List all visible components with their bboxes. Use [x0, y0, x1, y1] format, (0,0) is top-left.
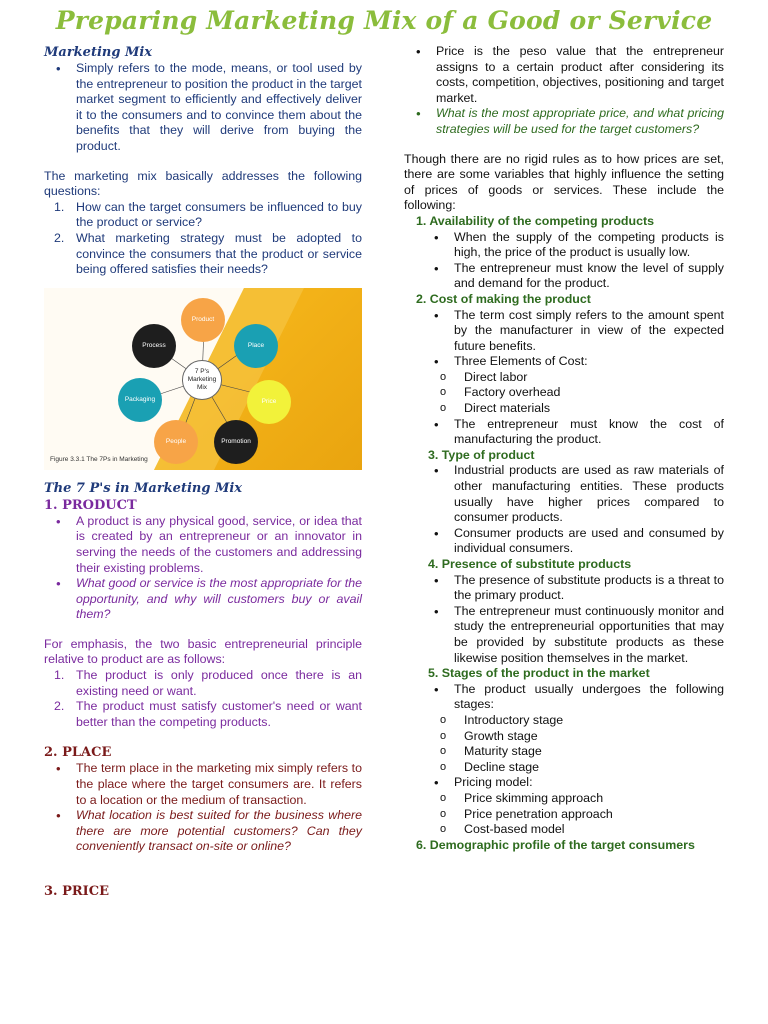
seven-ps-heading: The 7 P's in Marketing Mix	[44, 480, 243, 496]
factor-5-bullets	[404, 682, 724, 713]
factor-4-title: 4. Presence of substitute products	[428, 557, 632, 571]
factor-3-bullet: • Consumer products are used and consumed by individual consumers.	[422, 526, 724, 557]
place-bullets	[44, 761, 362, 855]
figure-caption: Figure 3.3.1 The 7Ps in Marketing	[50, 455, 148, 463]
place-heading: 2. PLACE	[44, 745, 112, 761]
factor-1-bullet: • When the supply of the competing products is high, the price of the product is usually low.	[422, 230, 724, 261]
factor-1-title: 1. Availability of the competing products	[416, 213, 654, 228]
place-circle: Place	[234, 324, 278, 368]
factor-4-bullet: • The entrepreneur must continuously monitor and study the entrepreneurial opportunities that may be provided by substitute products as these likewise position themselves in the market.	[422, 604, 724, 666]
factor-3-bullet: • Industrial products are used as raw materials of other manufacturing entities. These products usually have higher prices compared to consumer products.	[422, 463, 724, 525]
price-heading: 3. PRICE	[44, 884, 110, 899]
factor-6-title: 6. Demographic profile of the target consumers	[416, 837, 695, 852]
product-circle: Product	[181, 298, 225, 342]
marketing-mix-definition: • Simply refers to the mode, means, or tool used by the entrepreneur to position the product in the target market segment to efficiently and effectively deliver it to the consumers and to convince them about the benefits that they will derive from buying the product.	[44, 61, 362, 155]
price-bullets	[404, 44, 724, 138]
factor-3-bullets	[404, 463, 724, 557]
product-principles	[44, 668, 362, 730]
cost-element: o Factory overhead	[404, 385, 724, 401]
price-definition: • Price is the peso value that the entrepreneur assigns to a certain product after considering its costs, competition, objectives, positioning and target market.	[404, 44, 724, 106]
stage-item: o Maturity stage	[404, 744, 724, 760]
factor-2-title: 2. Cost of making the product	[416, 291, 591, 306]
stage-item: o Decline stage	[404, 760, 724, 776]
factor-5-title: 5. Stages of the product in the market	[428, 666, 650, 681]
place-definition: • The term place in the marketing mix simply refers to the place where the target consumers are. It refers to a location or the medium of transaction.	[44, 761, 362, 808]
marketing-mix-bullets	[44, 61, 362, 155]
center-circle: 7 P's Marketing Mix	[182, 360, 222, 400]
cost-elements	[404, 370, 724, 417]
price-question: • What is the most appropriate price, and what pricing strategies will be used for the target customers?	[404, 106, 724, 137]
cost-element: o Direct materials	[404, 401, 724, 417]
principle-item: 1. The product is only produced once there is an existing need or want.	[54, 668, 362, 698]
pricing-model-item: o Cost-based model	[404, 822, 724, 838]
price-circle: Price	[247, 380, 291, 424]
price-intro: Though there are no rigid rules as to how prices are set, there are some variables that highly influence the setting of prices of goods or services. These include the following:	[404, 151, 724, 213]
left-column	[44, 44, 362, 900]
factor-5-bullets-more	[404, 775, 724, 791]
packaging-circle: Packaging	[118, 378, 162, 422]
factor-2-bullet: • The term cost simply refers to the amount spent by the manufacturer in view of the expected future benefits.	[422, 308, 724, 355]
stage-item: o Introductory stage	[404, 713, 724, 729]
factor-5-bullet: • Pricing model:	[422, 775, 724, 791]
factor-2-bullet: • The entrepreneur must know the cost of manufacturing the product.	[422, 417, 724, 448]
process-circle: Process	[132, 324, 176, 368]
factor-5-bullet: • The product usually undergoes the following stages:	[422, 682, 724, 713]
pricing-model-item: o Price skimming approach	[404, 791, 724, 807]
promotion-circle: Promotion	[214, 420, 258, 464]
product-question: • What good or service is the most appropriate for the opportunity, and why will customers buy or avail them?	[44, 576, 362, 623]
factor-2-bullets-more	[404, 417, 724, 448]
factor-4-bullets	[404, 573, 724, 667]
factor-1-bullet: • The entrepreneur must know the level of supply and demand for the product.	[422, 261, 724, 292]
cost-element: o Direct labor	[404, 370, 724, 386]
page-title: Preparing Marketing Mix of a Good or Service	[55, 6, 713, 35]
product-emphasis: For emphasis, the two basic entrepreneurial principle relative to product are as follows:	[44, 636, 362, 667]
pricing-model-item: o Price penetration approach	[404, 807, 724, 823]
pricing-models	[404, 791, 724, 838]
seven-ps-figure	[44, 288, 362, 470]
question-item: 2. What marketing strategy must be adopted to convince the consumers that the product or service being offered satisfies their needs?	[54, 230, 362, 277]
product-bullets	[44, 514, 362, 623]
marketing-mix-heading: Marketing Mix	[44, 45, 153, 60]
factor-2-bullets	[404, 308, 724, 370]
factor-4-bullet: • The presence of substitute products is a threat to the primary product.	[422, 573, 724, 604]
marketing-mix-questions	[44, 200, 362, 278]
right-column	[404, 44, 724, 853]
product-stages	[404, 713, 724, 775]
factor-3-title: 3. Type of product	[428, 447, 535, 462]
product-definition: • A product is any physical good, service, or idea that is created by an entrepreneur or an innovator in serving the needs of the customers and addressing their existing problems.	[44, 514, 362, 576]
stage-item: o Growth stage	[404, 729, 724, 745]
marketing-mix-intro: The marketing mix basically addresses the following questions:	[44, 168, 362, 199]
question-item: 1. How can the target consumers be influenced to buy the product or service?	[54, 199, 362, 230]
people-circle: People	[154, 420, 198, 464]
principle-item: 2. The product must satisfy customer's need or want better than the competing products.	[54, 699, 362, 729]
factor-1-bullets	[404, 230, 724, 292]
factor-2-bullet: • Three Elements of Cost:	[422, 354, 724, 370]
product-heading: 1. PRODUCT	[44, 497, 137, 513]
place-question: • What location is best suited for the business where there are more potential customers? Can they conveniently transact on-site or online?	[44, 808, 362, 855]
